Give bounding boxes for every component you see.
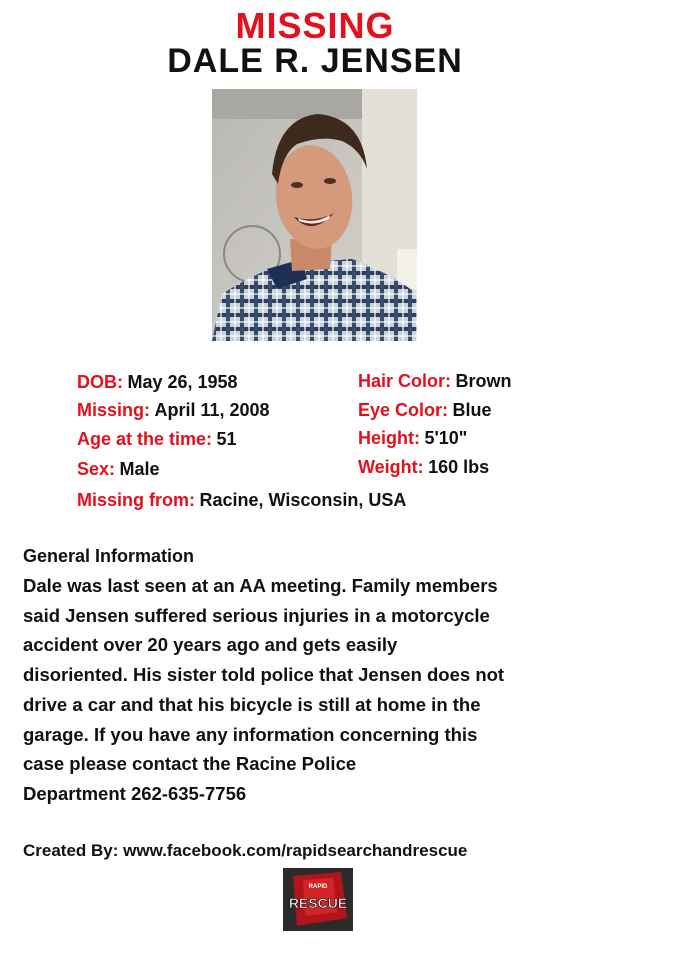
age-label: Age at the time:: [77, 429, 213, 449]
weight-label: Weight:: [358, 457, 424, 477]
general-info-line: case please contact the Racine Police: [23, 753, 357, 775]
dob-value: May 26, 1958: [127, 372, 238, 392]
height-label: Height:: [358, 428, 420, 448]
hair-label: Hair Color:: [358, 371, 452, 391]
sex-value: Male: [119, 459, 160, 479]
svg-text:RAPID: RAPID: [308, 884, 328, 890]
missing-date-label: Missing:: [77, 400, 151, 420]
general-info-line: Department 262-635-7756: [23, 782, 247, 804]
hair-row: [358, 370, 511, 394]
general-info-line: drive a car and that his bicycle is still at home in the: [23, 693, 481, 715]
general-info-text: [23, 571, 663, 809]
svg-text:RESCUE: RESCUE: [288, 895, 348, 911]
general-info-line: disoriented. His sister told police that Jensen does not: [23, 664, 505, 686]
eye-row: [358, 399, 492, 423]
eye-label: Eye Color:: [358, 400, 449, 420]
general-info-heading: General Information: [23, 546, 195, 566]
missing-heading: MISSING: [235, 5, 395, 46]
general-info-line: Dale was last seen at an AA meeting. Family members: [23, 575, 498, 596]
missing-person-photo: [212, 89, 417, 341]
age-value: 51: [216, 429, 237, 449]
rescue-logo: [283, 868, 353, 931]
missing-from-value: Racine, Wisconsin, USA: [199, 490, 407, 510]
sex-row: [77, 458, 160, 482]
dob-label: DOB:: [77, 372, 123, 392]
hair-value: Brown: [455, 371, 512, 391]
height-value: 5'10": [424, 428, 468, 448]
height-row: [358, 427, 467, 451]
missing-from-label: Missing from:: [77, 490, 196, 510]
person-name: DALE R. JENSEN: [167, 42, 463, 80]
sex-label: Sex:: [77, 459, 116, 479]
missing-date-row: [77, 399, 270, 423]
age-row: [77, 428, 237, 452]
eye-value: Blue: [452, 400, 492, 420]
general-info-line: garage. If you have any information concerning this: [23, 723, 478, 745]
missing-date-value: April 11, 2008: [154, 400, 270, 420]
general-info-line: said Jensen suffered serious injuries in a motorcycle: [23, 604, 490, 626]
missing-from-row: [77, 489, 406, 513]
weight-value: 160 lbs: [428, 457, 490, 477]
created-by-credit: Created By: www.facebook.com/rapidsearchandrescue: [23, 841, 468, 860]
weight-row: [358, 456, 489, 480]
dob-row: [77, 371, 238, 395]
general-info-line: accident over 20 years ago and gets easily: [23, 634, 398, 656]
